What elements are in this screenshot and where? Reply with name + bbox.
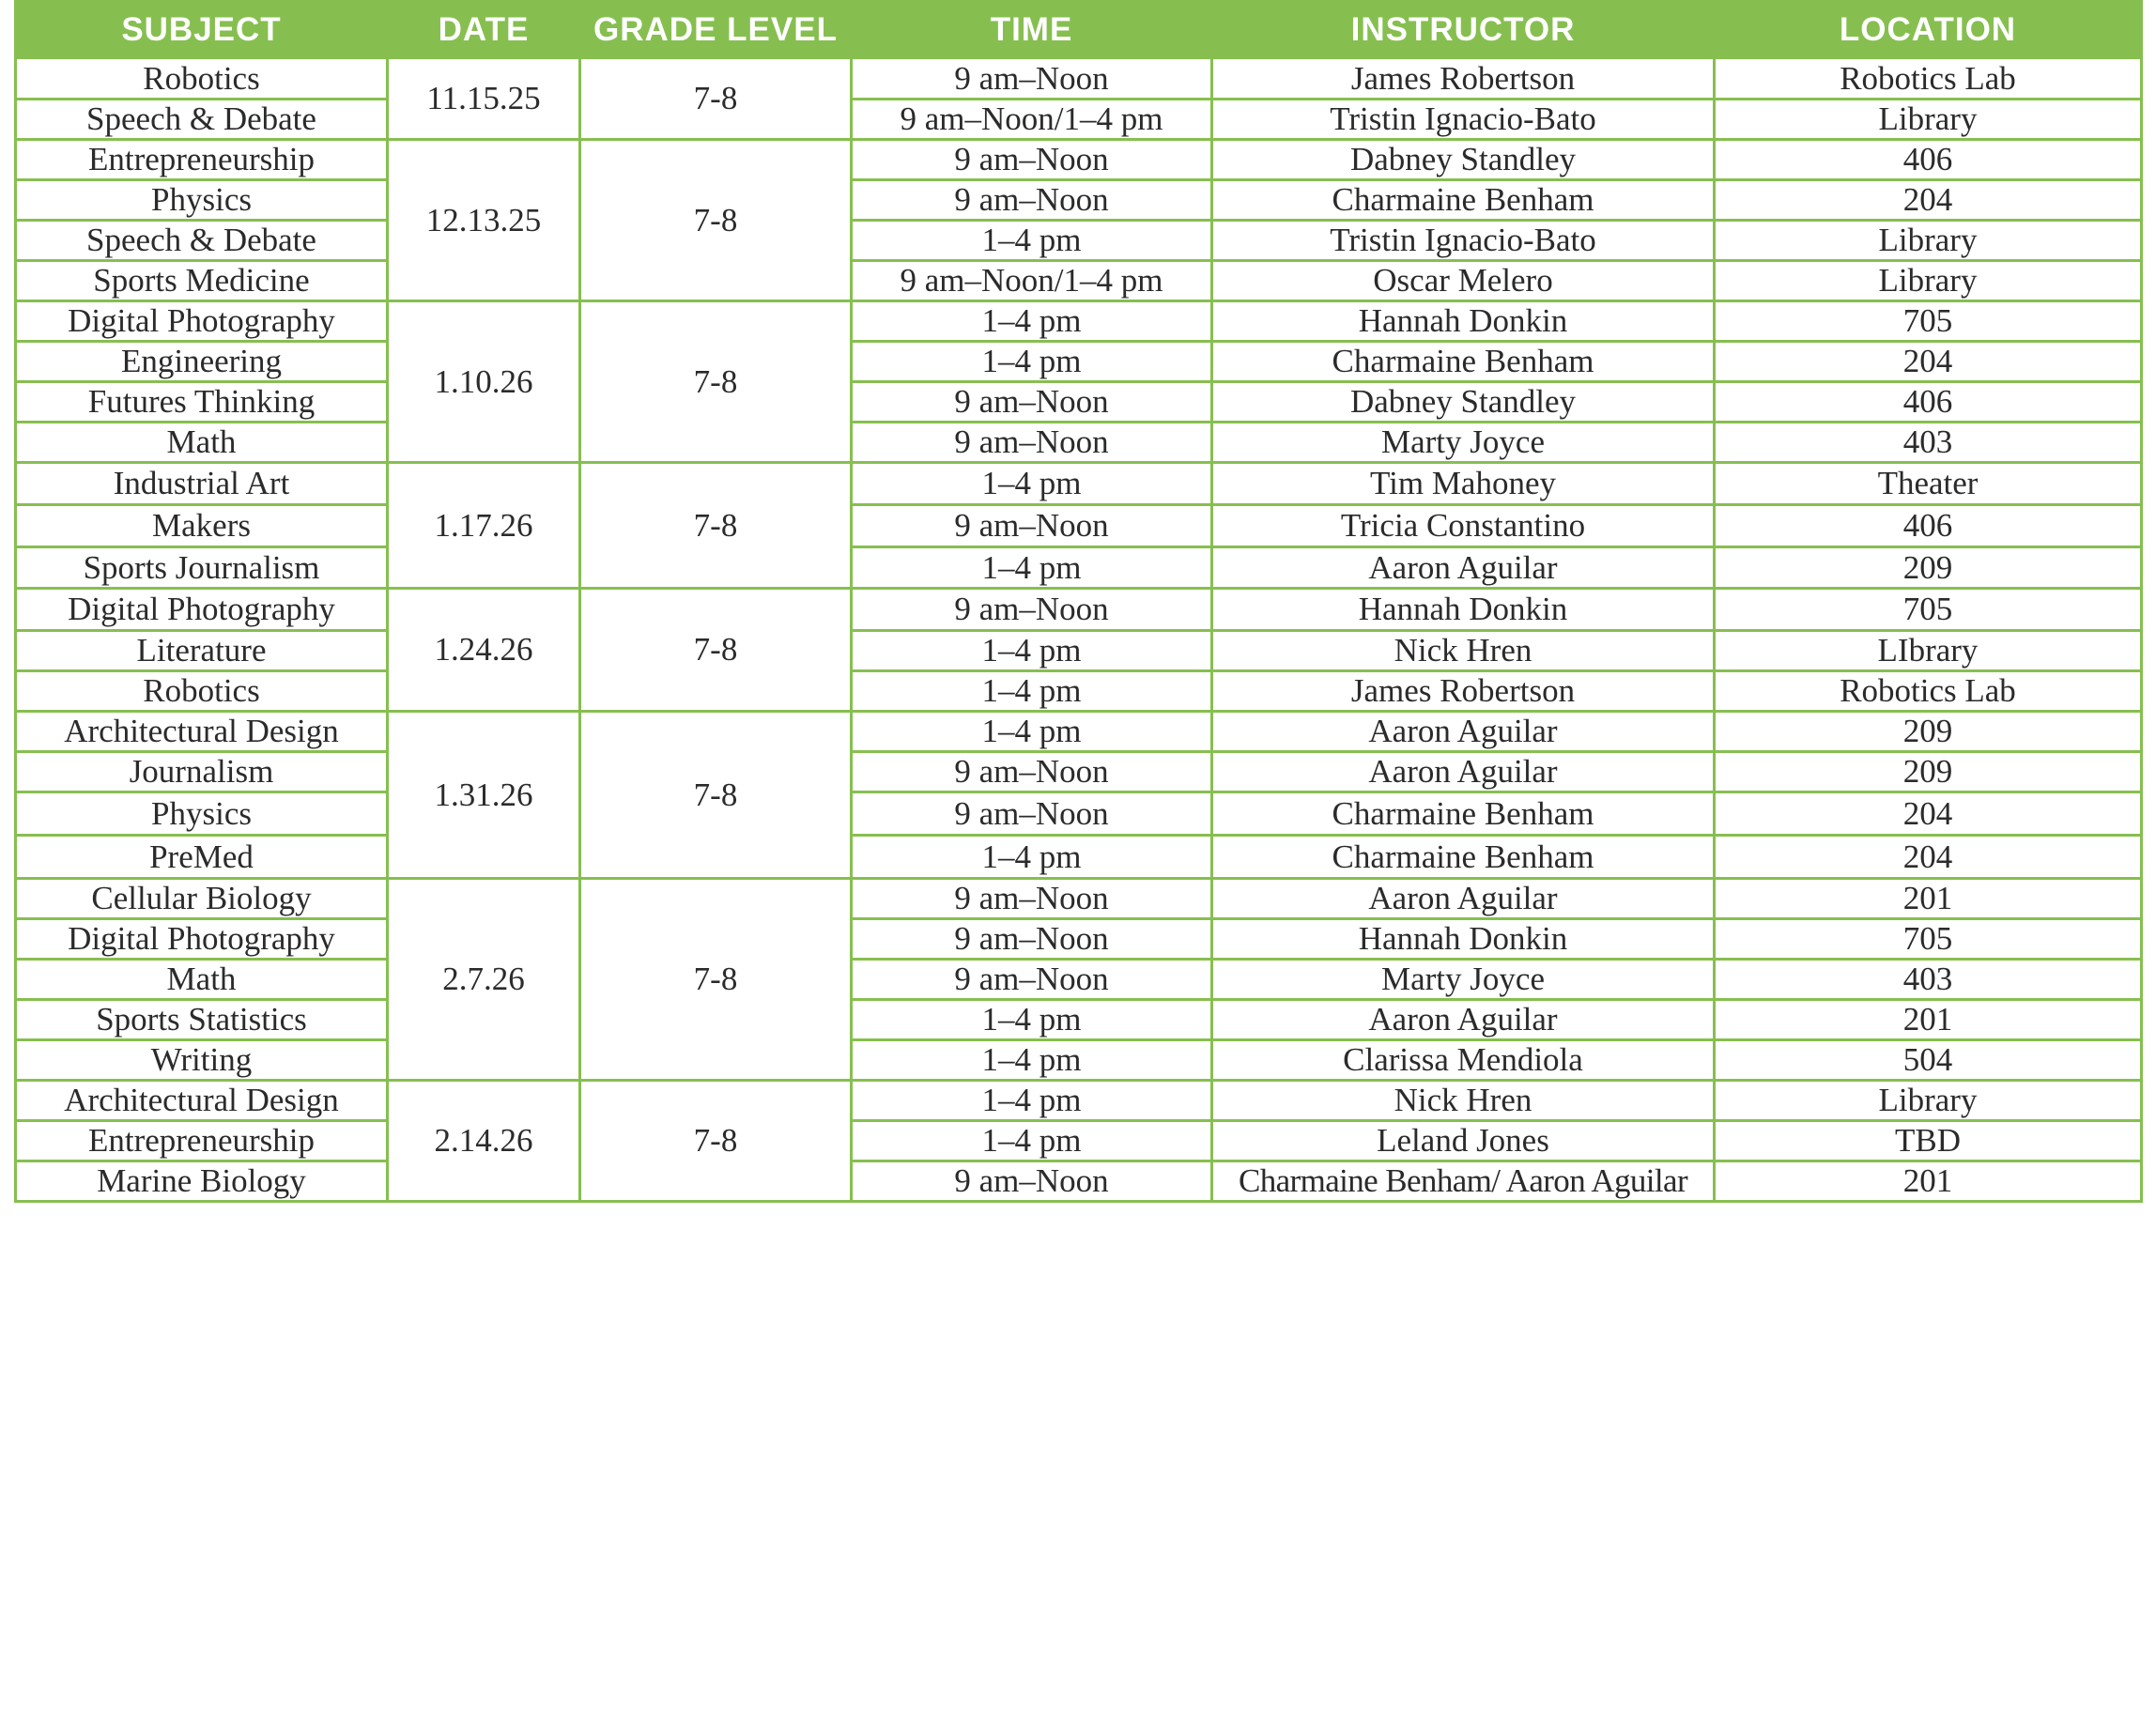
schedule-body [16, 58, 2142, 1202]
location-cell: 403 [1715, 423, 2142, 463]
instructor-cell: Aaron Aguilar [1212, 547, 1715, 589]
instructor-cell: Dabney Standley [1212, 140, 1715, 180]
time-cell: 1–4 pm [852, 1040, 1212, 1081]
subject-cell: Speech & Debate [16, 100, 388, 140]
date-cell: 1.10.26 [388, 301, 580, 463]
time-cell: 9 am–Noon [852, 589, 1212, 631]
instructor-cell: Aaron Aguilar [1212, 752, 1715, 792]
location-cell: 705 [1715, 589, 2142, 631]
table-row [16, 589, 2142, 631]
subject-cell: Architectural Design [16, 712, 388, 752]
table-row [16, 58, 2142, 100]
subject-cell: Digital Photography [16, 301, 388, 342]
grade-level-cell: 7-8 [580, 712, 852, 879]
time-cell: 9 am–Noon [852, 919, 1212, 960]
subject-cell: Sports Medicine [16, 261, 388, 301]
subject-cell: Futures Thinking [16, 382, 388, 423]
location-cell: 403 [1715, 960, 2142, 1000]
instructor-cell: Oscar Melero [1212, 261, 1715, 301]
instructor-cell: Charmaine Benham [1212, 836, 1715, 879]
location-cell: Library [1715, 1081, 2142, 1121]
grade-level-cell: 7-8 [580, 463, 852, 589]
table-row [16, 1121, 2142, 1161]
time-cell: 9 am–Noon [852, 140, 1212, 180]
table-row [16, 180, 2142, 221]
time-cell: 9 am–Noon [852, 960, 1212, 1000]
subject-cell: Math [16, 423, 388, 463]
time-cell: 9 am–Noon [852, 879, 1212, 919]
date-cell: 12.13.25 [388, 140, 580, 301]
time-cell: 1–4 pm [852, 671, 1212, 712]
instructor-cell: Aaron Aguilar [1212, 879, 1715, 919]
location-cell: 201 [1715, 879, 2142, 919]
time-cell: 9 am–Noon [852, 382, 1212, 423]
time-cell: 1–4 pm [852, 1000, 1212, 1040]
schedule-sheet [14, 0, 2140, 1203]
time-cell: 9 am–Noon [852, 1161, 1212, 1202]
location-cell: 406 [1715, 505, 2142, 547]
instructor-cell: Tricia Constantino [1212, 505, 1715, 547]
table-row [16, 1161, 2142, 1202]
location-cell: 209 [1715, 712, 2142, 752]
table-row [16, 712, 2142, 752]
subject-cell: Marine Biology [16, 1161, 388, 1202]
instructor-cell: Aaron Aguilar [1212, 1000, 1715, 1040]
table-row [16, 221, 2142, 261]
time-cell: 9 am–Noon/1–4 pm [852, 100, 1212, 140]
instructor-cell: Charmaine Benham [1212, 342, 1715, 382]
class-schedule-table [14, 0, 2143, 1203]
instructor-cell: Clarissa Mendiola [1212, 1040, 1715, 1081]
column-header-location: LOCATION [1715, 2, 2142, 58]
subject-cell: Robotics [16, 58, 388, 100]
column-header-subject: SUBJECT [16, 2, 388, 58]
instructor-cell: Tristin Ignacio-Bato [1212, 221, 1715, 261]
location-cell: 406 [1715, 382, 2142, 423]
time-cell: 9 am–Noon [852, 792, 1212, 836]
location-cell: Library [1715, 221, 2142, 261]
table-row [16, 919, 2142, 960]
table-row [16, 423, 2142, 463]
date-cell: 1.17.26 [388, 463, 580, 589]
column-header-time: TIME [852, 2, 1212, 58]
subject-cell: Robotics [16, 671, 388, 712]
time-cell: 9 am–Noon/1–4 pm [852, 261, 1212, 301]
subject-cell: Speech & Debate [16, 221, 388, 261]
time-cell: 1–4 pm [852, 547, 1212, 589]
instructor-cell: Hannah Donkin [1212, 301, 1715, 342]
table-row [16, 792, 2142, 836]
instructor-cell: Charmaine Benham [1212, 792, 1715, 836]
table-row [16, 547, 2142, 589]
instructor-cell: Charmaine Benham/ Aaron Aguilar [1212, 1161, 1715, 1202]
instructor-cell: Aaron Aguilar [1212, 712, 1715, 752]
grade-level-cell: 7-8 [580, 58, 852, 140]
table-row [16, 382, 2142, 423]
time-cell: 9 am–Noon [852, 423, 1212, 463]
location-cell: 504 [1715, 1040, 2142, 1081]
location-cell: 705 [1715, 301, 2142, 342]
subject-cell: Makers [16, 505, 388, 547]
location-cell: 204 [1715, 342, 2142, 382]
instructor-cell: Marty Joyce [1212, 960, 1715, 1000]
grade-level-cell: 7-8 [580, 301, 852, 463]
table-row [16, 671, 2142, 712]
location-cell: 201 [1715, 1161, 2142, 1202]
date-cell: 11.15.25 [388, 58, 580, 140]
subject-cell: Digital Photography [16, 919, 388, 960]
table-row [16, 301, 2142, 342]
location-cell: 204 [1715, 792, 2142, 836]
table-row [16, 463, 2142, 505]
column-header-date: DATE [388, 2, 580, 58]
location-cell: LIbrary [1715, 631, 2142, 671]
location-cell: Theater [1715, 463, 2142, 505]
instructor-cell: Dabney Standley [1212, 382, 1715, 423]
table-row [16, 960, 2142, 1000]
table-row [16, 342, 2142, 382]
subject-cell: Industrial Art [16, 463, 388, 505]
time-cell: 9 am–Noon [852, 752, 1212, 792]
location-cell: 204 [1715, 836, 2142, 879]
time-cell: 9 am–Noon [852, 180, 1212, 221]
subject-cell: Literature [16, 631, 388, 671]
grade-level-cell: 7-8 [580, 140, 852, 301]
table-row [16, 505, 2142, 547]
grade-level-cell: 7-8 [580, 1081, 852, 1202]
location-cell: 209 [1715, 752, 2142, 792]
instructor-cell: Charmaine Benham [1212, 180, 1715, 221]
time-cell: 9 am–Noon [852, 505, 1212, 547]
grade-level-cell: 7-8 [580, 879, 852, 1081]
table-row [16, 261, 2142, 301]
header-row [16, 2, 2142, 58]
time-cell: 1–4 pm [852, 631, 1212, 671]
instructor-cell: Leland Jones [1212, 1121, 1715, 1161]
grade-level-cell: 7-8 [580, 589, 852, 712]
location-cell: 406 [1715, 140, 2142, 180]
instructor-cell: Hannah Donkin [1212, 919, 1715, 960]
subject-cell: Engineering [16, 342, 388, 382]
location-cell: TBD [1715, 1121, 2142, 1161]
subject-cell: Writing [16, 1040, 388, 1081]
location-cell: 201 [1715, 1000, 2142, 1040]
subject-cell: Digital Photography [16, 589, 388, 631]
table-row [16, 100, 2142, 140]
time-cell: 1–4 pm [852, 301, 1212, 342]
instructor-cell: Tim Mahoney [1212, 463, 1715, 505]
date-cell: 2.7.26 [388, 879, 580, 1081]
location-cell: 705 [1715, 919, 2142, 960]
subject-cell: Physics [16, 792, 388, 836]
time-cell: 9 am–Noon [852, 58, 1212, 100]
subject-cell: Sports Statistics [16, 1000, 388, 1040]
date-cell: 2.14.26 [388, 1081, 580, 1202]
instructor-cell: Marty Joyce [1212, 423, 1715, 463]
instructor-cell: Hannah Donkin [1212, 589, 1715, 631]
subject-cell: Math [16, 960, 388, 1000]
date-cell: 1.24.26 [388, 589, 580, 712]
subject-cell: Physics [16, 180, 388, 221]
table-row [16, 752, 2142, 792]
subject-cell: Entrepreneurship [16, 140, 388, 180]
subject-cell: PreMed [16, 836, 388, 879]
table-row [16, 1040, 2142, 1081]
time-cell: 1–4 pm [852, 836, 1212, 879]
time-cell: 1–4 pm [852, 221, 1212, 261]
time-cell: 1–4 pm [852, 463, 1212, 505]
time-cell: 1–4 pm [852, 1081, 1212, 1121]
time-cell: 1–4 pm [852, 342, 1212, 382]
column-header-grade-level: GRADE LEVEL [580, 2, 852, 58]
location-cell: Robotics Lab [1715, 58, 2142, 100]
table-row [16, 140, 2142, 180]
time-cell: 1–4 pm [852, 712, 1212, 752]
instructor-cell: James Robertson [1212, 58, 1715, 100]
subject-cell: Sports Journalism [16, 547, 388, 589]
instructor-cell: Tristin Ignacio-Bato [1212, 100, 1715, 140]
date-cell: 1.31.26 [388, 712, 580, 879]
subject-cell: Architectural Design [16, 1081, 388, 1121]
location-cell: Robotics Lab [1715, 671, 2142, 712]
instructor-cell: Nick Hren [1212, 631, 1715, 671]
table-row [16, 836, 2142, 879]
time-cell: 1–4 pm [852, 1121, 1212, 1161]
table-row [16, 879, 2142, 919]
location-cell: Library [1715, 100, 2142, 140]
table-row [16, 631, 2142, 671]
table-row [16, 1000, 2142, 1040]
location-cell: Library [1715, 261, 2142, 301]
location-cell: 204 [1715, 180, 2142, 221]
instructor-cell: Nick Hren [1212, 1081, 1715, 1121]
location-cell: 209 [1715, 547, 2142, 589]
instructor-cell: James Robertson [1212, 671, 1715, 712]
column-header-instructor: INSTRUCTOR [1212, 2, 1715, 58]
subject-cell: Journalism [16, 752, 388, 792]
subject-cell: Cellular Biology [16, 879, 388, 919]
subject-cell: Entrepreneurship [16, 1121, 388, 1161]
table-row [16, 1081, 2142, 1121]
